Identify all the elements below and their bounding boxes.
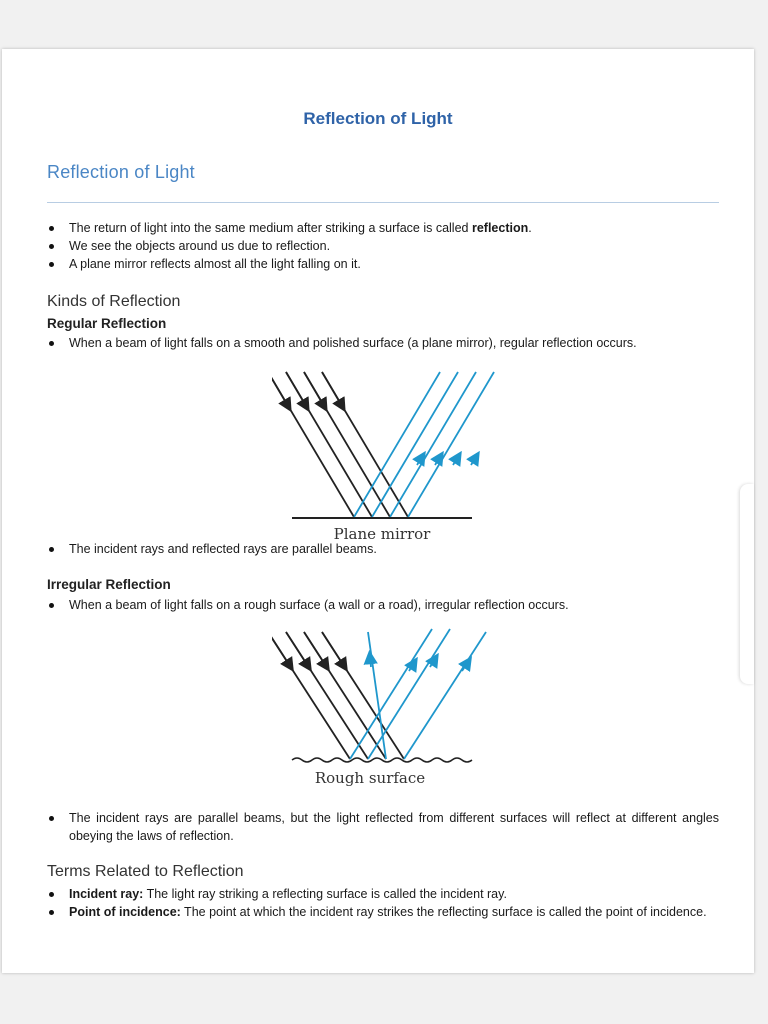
reflected-rays xyxy=(350,629,486,759)
list-item: A plane mirror reflects almost all the light falling on it. xyxy=(47,255,719,273)
irregular-heading: Irregular Reflection xyxy=(47,577,171,592)
list-item: When a beam of light falls on a rough surface (a wall or a road), irregular reflection occurs. xyxy=(47,596,719,614)
regular-after-list xyxy=(47,540,719,558)
rough-surface-caption: Rough surface xyxy=(314,769,426,787)
incident-rays xyxy=(272,372,408,517)
list-item: The incident rays are parallel beams, but the light reflected from different surfaces will reflect at different angles obeying the laws of reflection. xyxy=(47,809,719,845)
list-item: Point of incidence: The point at which the incident ray strikes the reflecting surface is called the point of incidence. xyxy=(47,903,719,921)
document-title: Reflection of Light xyxy=(303,109,453,128)
irregular-reflection-diagram xyxy=(272,627,502,792)
irregular-list xyxy=(47,596,719,614)
reflected-rays xyxy=(354,372,494,517)
document-page xyxy=(2,49,754,973)
plane-mirror-caption: Plane mirror xyxy=(333,525,431,542)
list-item: We see the objects around us due to reflection. xyxy=(47,237,719,255)
irregular-after-list xyxy=(47,809,719,845)
intro-list xyxy=(47,219,719,273)
regular-list xyxy=(47,334,719,352)
section-title: Reflection of Light xyxy=(47,162,195,182)
section-divider xyxy=(47,202,719,203)
page-edge-shadow xyxy=(740,484,754,684)
list-item: The incident rays and reflected rays are parallel beams. xyxy=(47,540,719,558)
list-item: When a beam of light falls on a smooth and polished surface (a plane mirror), regular reflection occurs. xyxy=(47,334,719,352)
rough-surface-line xyxy=(292,758,472,762)
kinds-heading: Kinds of Reflection xyxy=(47,293,181,310)
list-item: The return of light into the same medium after striking a surface is called reflection. xyxy=(47,219,719,237)
terms-list xyxy=(47,885,719,921)
regular-reflection-diagram xyxy=(272,367,502,542)
terms-heading: Terms Related to Reflection xyxy=(47,863,244,880)
regular-heading: Regular Reflection xyxy=(47,316,167,331)
list-item: Incident ray: The light ray striking a reflecting surface is called the incident ray. xyxy=(47,885,719,903)
